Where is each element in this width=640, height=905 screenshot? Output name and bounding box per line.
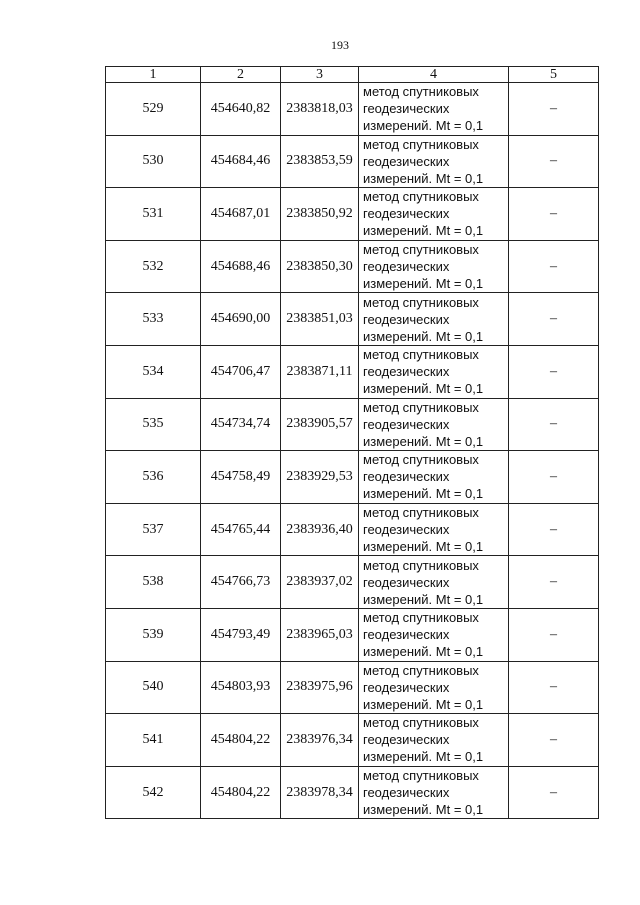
header-row <box>106 67 599 83</box>
y-coordinate-cell: 2383975,96 <box>281 661 359 714</box>
note-cell: – <box>509 608 599 661</box>
coordinates-table <box>105 66 599 819</box>
point-number-cell: 532 <box>106 240 201 293</box>
x-coordinate-cell: 454687,01 <box>201 188 281 241</box>
point-number-cell: 538 <box>106 556 201 609</box>
method-description-line: геодезических <box>363 416 450 432</box>
method-description-line: измерений. Mt = 0,1 <box>363 381 484 397</box>
method-description-line: метод спутниковых <box>363 136 479 152</box>
y-coordinate-cell: 2383853,59 <box>281 135 359 188</box>
x-coordinate-cell: 454640,82 <box>201 83 281 136</box>
point-number-cell: 534 <box>106 345 201 398</box>
x-coordinate-cell: 454803,93 <box>201 661 281 714</box>
table-row <box>106 608 599 661</box>
method-description-line: метод спутниковых <box>363 662 479 678</box>
method-description-cell <box>359 345 509 398</box>
table-row <box>106 556 599 609</box>
x-coordinate-cell: 454758,49 <box>201 451 281 504</box>
method-description-line: геодезических <box>363 469 450 485</box>
method-description-cell <box>359 714 509 767</box>
method-description-line: измерений. Mt = 0,1 <box>363 223 484 239</box>
point-number-cell: 537 <box>106 503 201 556</box>
table-body <box>106 83 599 819</box>
y-coordinate-cell: 2383818,03 <box>281 83 359 136</box>
method-description-cell <box>359 556 509 609</box>
table-row <box>106 293 599 346</box>
method-description-line: измерений. Mt = 0,1 <box>363 749 484 765</box>
y-coordinate-cell: 2383936,40 <box>281 503 359 556</box>
x-coordinate-cell: 454706,47 <box>201 345 281 398</box>
y-coordinate-cell: 2383965,03 <box>281 608 359 661</box>
method-description-cell <box>359 451 509 504</box>
method-description-cell <box>359 240 509 293</box>
y-coordinate-cell: 2383937,02 <box>281 556 359 609</box>
method-description-line: измерений. Mt = 0,1 <box>363 539 484 555</box>
note-cell: – <box>509 293 599 346</box>
method-description-cell <box>359 608 509 661</box>
table-row <box>106 188 599 241</box>
y-coordinate-cell: 2383850,92 <box>281 188 359 241</box>
point-number-cell: 531 <box>106 188 201 241</box>
method-description-line: измерений. Mt = 0,1 <box>363 433 484 449</box>
method-description-line: метод спутниковых <box>363 768 479 784</box>
method-description-line: геодезических <box>363 153 450 169</box>
point-number-cell: 536 <box>106 451 201 504</box>
method-description-line: измерений. Mt = 0,1 <box>363 276 484 292</box>
column-header-1: 1 <box>106 67 201 83</box>
table-row <box>106 83 599 136</box>
note-cell: – <box>509 451 599 504</box>
column-header-4: 4 <box>359 67 509 83</box>
method-description-line: измерений. Mt = 0,1 <box>363 118 484 134</box>
y-coordinate-cell: 2383851,03 <box>281 293 359 346</box>
table-row <box>106 345 599 398</box>
method-description-line: измерений. Mt = 0,1 <box>363 644 484 660</box>
y-coordinate-cell: 2383871,11 <box>281 345 359 398</box>
point-number-cell: 530 <box>106 135 201 188</box>
point-number-cell: 542 <box>106 766 201 819</box>
method-description-line: метод спутниковых <box>363 242 479 258</box>
method-description-cell <box>359 661 509 714</box>
method-description-line: метод спутниковых <box>363 84 479 100</box>
table-row <box>106 240 599 293</box>
method-description-line: метод спутниковых <box>363 505 479 521</box>
note-cell: – <box>509 503 599 556</box>
method-description-line: геодезических <box>363 627 450 643</box>
method-description-line: метод спутниковых <box>363 452 479 468</box>
method-description-line: геодезических <box>363 206 450 222</box>
y-coordinate-cell: 2383976,34 <box>281 714 359 767</box>
table-row <box>106 135 599 188</box>
table-row <box>106 503 599 556</box>
note-cell: – <box>509 556 599 609</box>
point-number-cell: 535 <box>106 398 201 451</box>
point-number-cell: 529 <box>106 83 201 136</box>
x-coordinate-cell: 454734,74 <box>201 398 281 451</box>
method-description-cell <box>359 135 509 188</box>
method-description-line: измерений. Mt = 0,1 <box>363 591 484 607</box>
page-number: 193 <box>331 38 349 52</box>
note-cell: – <box>509 661 599 714</box>
method-description-line: измерений. Mt = 0,1 <box>363 802 484 818</box>
y-coordinate-cell: 2383978,34 <box>281 766 359 819</box>
method-description-line: геодезических <box>363 259 450 275</box>
method-description-line: метод спутниковых <box>363 399 479 415</box>
method-description-line: геодезических <box>363 364 450 380</box>
table-row <box>106 661 599 714</box>
y-coordinate-cell: 2383929,53 <box>281 451 359 504</box>
point-number-cell: 541 <box>106 714 201 767</box>
x-coordinate-cell: 454804,22 <box>201 766 281 819</box>
method-description-cell <box>359 293 509 346</box>
method-description-line: метод спутниковых <box>363 715 479 731</box>
x-coordinate-cell: 454765,44 <box>201 503 281 556</box>
note-cell: – <box>509 345 599 398</box>
note-cell: – <box>509 240 599 293</box>
column-header-3: 3 <box>281 67 359 83</box>
method-description-line: измерений. Mt = 0,1 <box>363 170 484 186</box>
point-number-cell: 533 <box>106 293 201 346</box>
x-coordinate-cell: 454688,46 <box>201 240 281 293</box>
method-description-line: метод спутниковых <box>363 347 479 363</box>
note-cell: – <box>509 398 599 451</box>
column-header-2: 2 <box>201 67 281 83</box>
method-description-line: метод спутниковых <box>363 557 479 573</box>
method-description-cell <box>359 503 509 556</box>
table-row <box>106 714 599 767</box>
method-description-line: геодезических <box>363 785 450 801</box>
table-row <box>106 766 599 819</box>
note-cell: – <box>509 766 599 819</box>
point-number-cell: 540 <box>106 661 201 714</box>
table-row <box>106 398 599 451</box>
y-coordinate-cell: 2383850,30 <box>281 240 359 293</box>
method-description-cell <box>359 188 509 241</box>
method-description-line: метод спутниковых <box>363 189 479 205</box>
note-cell: – <box>509 83 599 136</box>
method-description-line: геодезических <box>363 522 450 538</box>
method-description-cell <box>359 83 509 136</box>
method-description-cell <box>359 766 509 819</box>
method-description-line: геодезических <box>363 679 450 695</box>
note-cell: – <box>509 188 599 241</box>
x-coordinate-cell: 454766,73 <box>201 556 281 609</box>
method-description-line: измерений. Mt = 0,1 <box>363 328 484 344</box>
method-description-line: геодезических <box>363 574 450 590</box>
table-header <box>106 67 599 83</box>
method-description-line: геодезических <box>363 311 450 327</box>
method-description-line: метод спутниковых <box>363 610 479 626</box>
point-number-cell: 539 <box>106 608 201 661</box>
x-coordinate-cell: 454804,22 <box>201 714 281 767</box>
x-coordinate-cell: 454793,49 <box>201 608 281 661</box>
y-coordinate-cell: 2383905,57 <box>281 398 359 451</box>
method-description-cell <box>359 398 509 451</box>
method-description-line: измерений. Mt = 0,1 <box>363 486 484 502</box>
table-row <box>106 451 599 504</box>
note-cell: – <box>509 714 599 767</box>
method-description-line: геодезических <box>363 732 450 748</box>
column-header-5: 5 <box>509 67 599 83</box>
method-description-line: метод спутниковых <box>363 294 479 310</box>
method-description-line: геодезических <box>363 101 450 117</box>
x-coordinate-cell: 454690,00 <box>201 293 281 346</box>
method-description-line: измерений. Mt = 0,1 <box>363 696 484 712</box>
note-cell: – <box>509 135 599 188</box>
x-coordinate-cell: 454684,46 <box>201 135 281 188</box>
